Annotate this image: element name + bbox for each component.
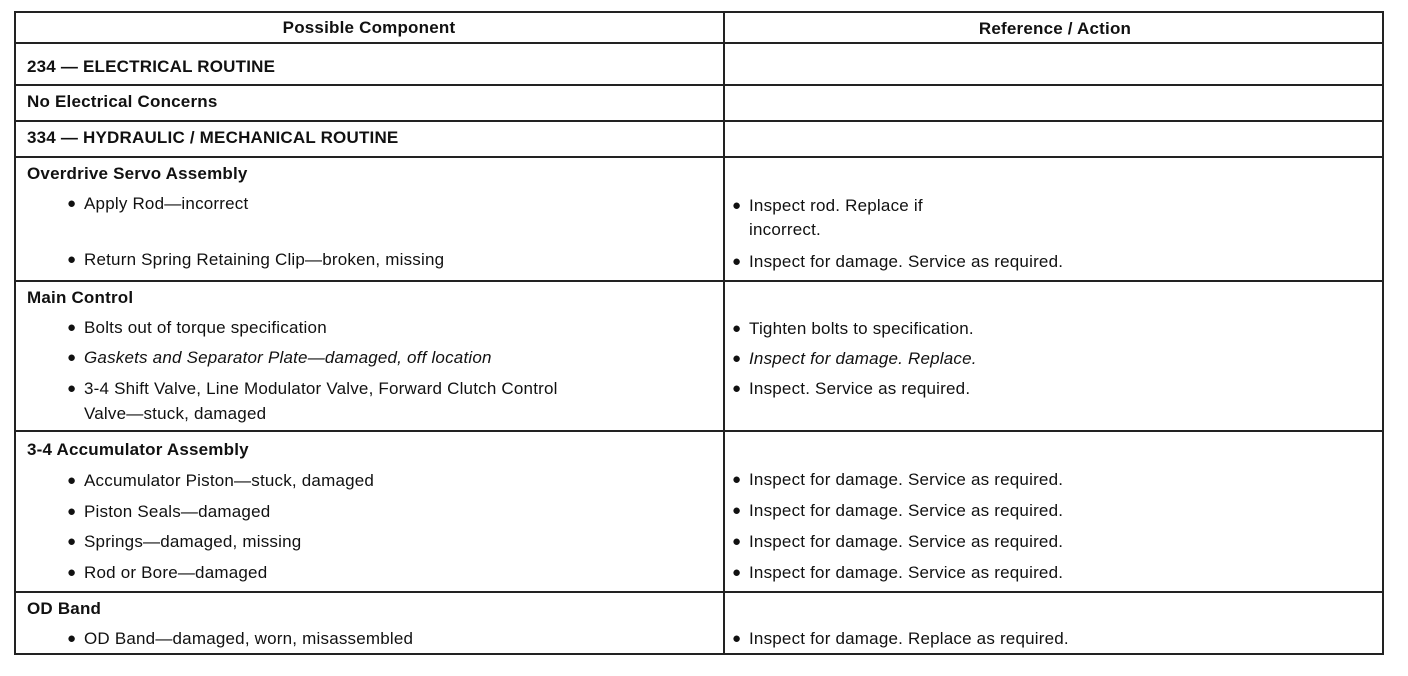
action-apply-rod: Inspect rod. Replace if [749, 196, 923, 215]
component-rod-bore: Rod or Bore—damaged [84, 563, 268, 582]
bullet-icon: ● [732, 320, 742, 337]
row-no-electrical-concerns: No Electrical Concerns [27, 92, 218, 111]
bullet-icon: ● [67, 380, 77, 397]
bullet-icon: ● [67, 564, 77, 581]
bullet-icon: ● [732, 502, 742, 519]
group-title-accumulator: 3-4 Accumulator Assembly [27, 440, 249, 459]
diagnosis-table [14, 11, 1384, 655]
group-divider [16, 280, 1382, 282]
action-springs: Inspect for damage. Service as required. [749, 532, 1064, 551]
bullet-icon: ● [67, 251, 77, 268]
component-accumulator-piston: Accumulator Piston—stuck, damaged [84, 471, 375, 490]
group-title-overdrive-servo: Overdrive Servo Assembly [27, 164, 248, 183]
bullet-icon: ● [732, 630, 742, 647]
action-accumulator-piston: Inspect for damage. Service as required. [749, 470, 1064, 489]
component-od-band: OD Band—damaged, worn, misassembled [84, 629, 414, 648]
group-divider [16, 591, 1382, 593]
action-piston-seals: Inspect for damage. Service as required. [749, 501, 1064, 520]
header-divider [16, 42, 1382, 44]
component-gaskets-separator: Gaskets and Separator Plate—damaged, off location [84, 348, 492, 367]
bullet-icon: ● [67, 472, 77, 489]
component-bolts-torque: Bolts out of torque specification [84, 318, 327, 337]
bullet-icon: ● [67, 319, 77, 336]
header-possible-component: Possible Component [282, 18, 456, 37]
bullet-icon: ● [67, 630, 77, 647]
action-apply-rod-cont: incorrect. [749, 220, 821, 239]
component-apply-rod: Apply Rod—incorrect [84, 194, 249, 213]
row-divider [16, 156, 1382, 158]
bullet-icon: ● [732, 564, 742, 581]
group-title-main-control: Main Control [27, 288, 134, 307]
bullet-icon: ● [732, 253, 742, 270]
bullet-icon: ● [67, 195, 77, 212]
action-gaskets-separator: Inspect for damage. Replace. [749, 349, 977, 368]
bullet-icon: ● [732, 471, 742, 488]
column-divider [723, 13, 725, 653]
bullet-icon: ● [732, 380, 742, 397]
row-hydraulic-mechanical-routine: 334 — HYDRAULIC / MECHANICAL ROUTINE [27, 128, 399, 147]
bullet-icon: ● [67, 533, 77, 550]
row-electrical-routine: 234 — ELECTRICAL ROUTINE [27, 57, 276, 76]
action-bolts-torque: Tighten bolts to specification. [749, 319, 974, 338]
component-shift-valves-cont: Valve—stuck, damaged [84, 404, 267, 423]
component-springs: Springs—damaged, missing [84, 532, 302, 551]
row-divider [16, 120, 1382, 122]
action-return-spring-clip: Inspect for damage. Service as required. [749, 252, 1064, 271]
action-rod-bore: Inspect for damage. Service as required. [749, 563, 1064, 582]
action-shift-valves: Inspect. Service as required. [749, 379, 971, 398]
action-od-band: Inspect for damage. Replace as required. [749, 629, 1069, 648]
header-reference-action: Reference / Action [978, 19, 1132, 38]
group-divider [16, 430, 1382, 432]
bullet-icon: ● [732, 350, 742, 367]
bullet-icon: ● [67, 349, 77, 366]
group-title-od-band: OD Band [27, 599, 102, 618]
row-divider [16, 84, 1382, 86]
bullet-icon: ● [732, 197, 742, 214]
component-shift-valves: 3-4 Shift Valve, Line Modulator Valve, Forward Clutch Control [84, 379, 558, 398]
component-return-spring-clip: Return Spring Retaining Clip—broken, missing [84, 250, 445, 269]
component-piston-seals: Piston Seals—damaged [84, 502, 271, 521]
bullet-icon: ● [67, 503, 77, 520]
bullet-icon: ● [732, 533, 742, 550]
